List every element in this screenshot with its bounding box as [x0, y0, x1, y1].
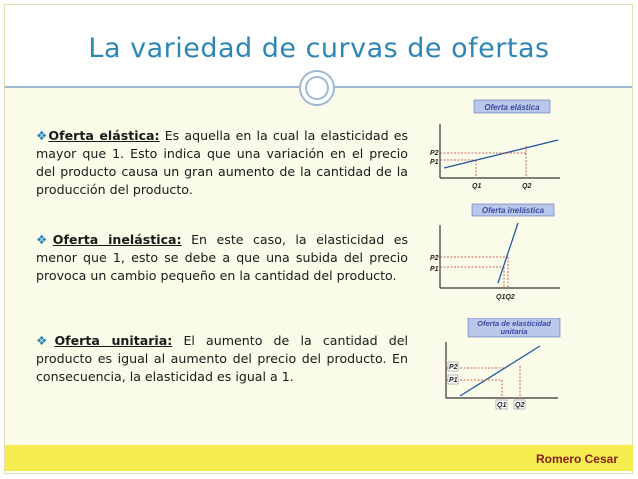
label-q2: Q2 — [522, 183, 532, 190]
text-inelastic: En este caso, la elasticidad es menor que 1, esto se debe a que una subida del precio provoca un cambio pequeño en la cantidad del producto. — [36, 232, 409, 283]
label-p2: P2 — [449, 364, 458, 371]
text-elastic: Es aquella en la cual la elasticidad es mayor que 1. Esto indica que una variación en el precio del producto causa un gran aumento de la cantidad de la producción del producto. — [36, 128, 409, 197]
diamond-bullet-icon: ❖ — [36, 232, 53, 247]
slide-title: La variedad de curvas de ofertas — [88, 33, 550, 64]
text-unitary: El aumento de la cantidad del producto es igual al aumento del precio del producto. En consecuencia, la elasticidad es igual a 1. — [36, 333, 408, 384]
term-unitary: Oferta unitaria: — [54, 333, 173, 348]
supply-curve — [460, 346, 540, 396]
paragraph-elastic — [36, 127, 408, 199]
graph-title: Oferta inelástica — [481, 206, 545, 215]
diamond-bullet-icon: ❖ — [36, 333, 55, 348]
unitary-supply-graph — [410, 318, 570, 418]
label-p1: P1 — [430, 159, 439, 166]
term-inelastic: Oferta inelástica: — [52, 232, 182, 247]
label-q1: Q1 — [497, 402, 507, 409]
label-p2: P2 — [430, 150, 439, 157]
elastic-supply-graph — [410, 96, 570, 196]
term-elastic: Oferta elástica: — [48, 128, 160, 143]
label-q2: Q2 — [515, 402, 525, 409]
graph-title: Oferta elástica — [484, 103, 540, 112]
graph-title-line1: Oferta de elasticidad — [477, 319, 551, 328]
supply-curve — [498, 223, 518, 283]
label-q1: Q1 — [472, 183, 482, 190]
label-p1: P1 — [430, 266, 439, 273]
label-q1-q2: Q1Q2 — [496, 294, 515, 301]
diamond-bullet-icon: ❖ — [36, 128, 49, 143]
supply-curve — [444, 140, 558, 168]
paragraph-unitary — [36, 332, 408, 386]
graph-title-line2: unitaria — [500, 327, 528, 336]
inelastic-supply-graph — [410, 203, 570, 303]
label-p2: P2 — [430, 255, 439, 262]
label-p1: P1 — [449, 377, 458, 384]
author-name: Romero Cesar — [535, 452, 618, 466]
paragraph-inelastic — [36, 231, 408, 285]
